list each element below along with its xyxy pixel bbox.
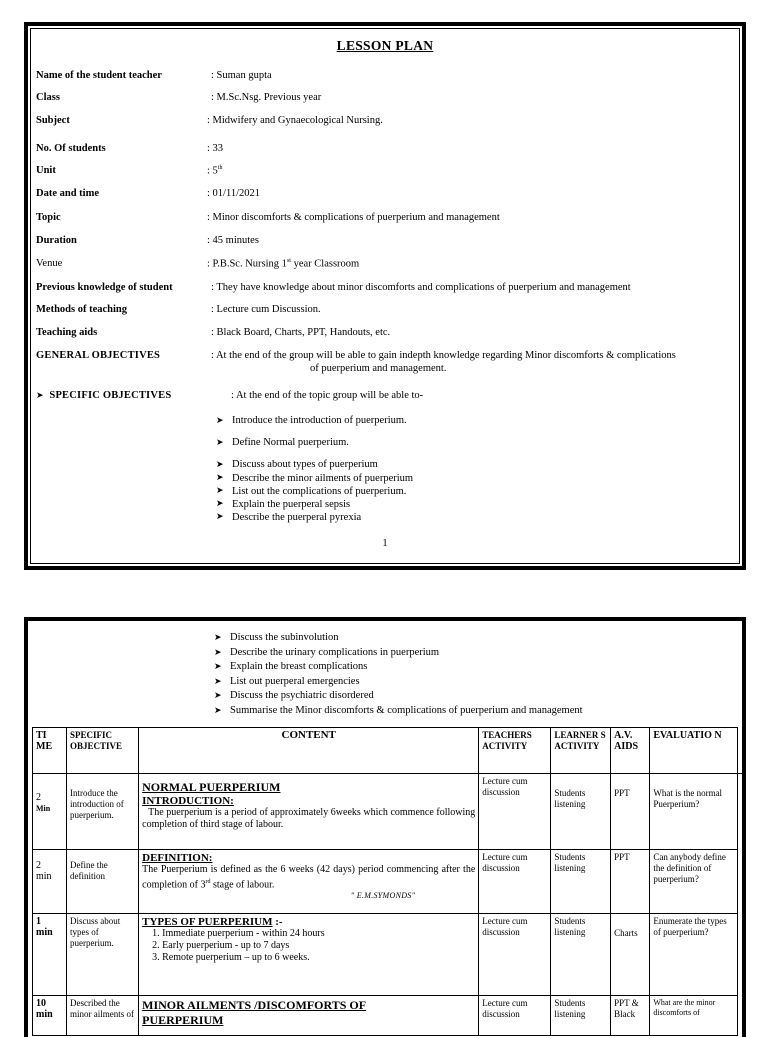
specific-objectives-intro: : At the end of the topic group will be able to- <box>231 390 424 401</box>
types-list <box>142 928 475 964</box>
header-av-aids: A.V. AIDS <box>611 728 650 774</box>
field-label-teacher: Name of the student teacher <box>36 70 162 81</box>
field-value-venue: : P.B.Sc. Nursing 1st year Classroom <box>207 258 360 270</box>
general-objectives-line1: : At the end of the group will be able to gain indepth knowledge regarding Minor discomforts & complications <box>211 350 676 361</box>
teachers-activity-cell: Lecture cum discussion <box>479 996 551 1036</box>
field-value-unit: : 5th <box>207 165 223 177</box>
content-heading: NORMAL PUERPERIUM <box>142 780 281 794</box>
objective-item: ➤ List out the complications of puerperium. <box>216 485 413 498</box>
field-value-class: : M.Sc.Nsg. Previous year <box>211 92 322 103</box>
objective-item: ➤ Introduce the introduction of puerperium. <box>216 410 407 432</box>
lesson-plan-page-2 <box>24 617 746 1037</box>
av-aids-cell: Charts <box>611 914 650 996</box>
field-label-class: Class <box>36 92 60 103</box>
learners-activity-cell: Students listening <box>551 850 611 914</box>
header-evaluation: EVALUATIO N <box>650 728 738 774</box>
list-item: 3. Remote puerperium – up to 6 weeks. <box>162 952 475 964</box>
field-label-previous-knowledge: Previous knowledge of student <box>36 282 173 293</box>
content-heading: MINOR AILMENTS /DISCOMFORTS OF <box>142 998 367 1012</box>
teachers-activity-cell: Lecture cum discussion <box>479 914 551 996</box>
av-aids-cell: PPT & Black <box>611 996 650 1036</box>
field-label-aids: Teaching aids <box>36 327 98 338</box>
list-item: 1. Immediate puerperium - within 24 hours <box>162 928 475 940</box>
content-cell <box>139 774 479 850</box>
objective-item: ➤ Define Normal puerperium. <box>216 432 407 454</box>
objective-cell: Described the minor ailments of <box>67 996 139 1036</box>
lesson-plan-table <box>32 727 738 1036</box>
field-label-duration: Duration <box>36 235 77 246</box>
field-value-methods: : Lecture cum Discussion. <box>211 304 321 315</box>
evaluation-cell: Can anybody define the definition of puerperium? <box>650 850 738 914</box>
content-cell <box>139 850 479 914</box>
time-cell: 2 Min <box>33 774 67 850</box>
field-label-unit: Unit <box>36 165 56 176</box>
field-value-students: : 33 <box>207 143 224 154</box>
objective-item: ➤ Explain the puerperal sepsis <box>216 498 413 511</box>
objective-item: ➤ Describe the urinary complications in puerperium <box>214 646 583 661</box>
field-label-date: Date and time <box>36 188 99 199</box>
content-text: The puerperium is a period of approximately 6weeks which commence following completion of third stage of labour. <box>142 807 476 830</box>
av-aids-cell: PPT <box>611 774 650 850</box>
table-row <box>33 996 738 1036</box>
objective-item: ➤ Discuss the subinvolution <box>214 631 583 646</box>
field-value-subject: : Midwifery and Gynaecological Nursing. <box>207 115 383 126</box>
page-number: 1 <box>382 538 388 549</box>
objective-cell: Define the definition <box>67 850 139 914</box>
field-value-topic: : Minor discomforts & complications of puerperium and management <box>207 212 500 223</box>
field-value-teacher: : Suman gupta <box>211 70 272 81</box>
content-heading-cont: PUERPERIUM <box>142 1013 224 1027</box>
objective-item: ➤ Describe the minor ailments of puerperium <box>216 472 413 485</box>
content-cell <box>139 914 479 996</box>
content-cell <box>139 996 479 1036</box>
header-learners-activity: LEARNER S ACTIVITY <box>551 728 611 774</box>
content-subheading: DEFINITION: <box>142 852 213 864</box>
field-value-aids: : Black Board, Charts, PPT, Handouts, etc. <box>211 327 391 338</box>
teachers-activity-cell: Lecture cum discussion <box>479 774 551 850</box>
objective-cell: Introduce the introduction of puerperium. <box>67 774 139 850</box>
av-aids-cell: PPT <box>611 850 650 914</box>
objective-item: ➤ List out puerperal emergencies <box>214 675 583 690</box>
teachers-activity-cell: Lecture cum discussion <box>479 850 551 914</box>
table-row <box>33 914 738 996</box>
header-time: TI ME <box>33 728 67 774</box>
time-cell: 2 min <box>33 850 67 914</box>
field-value-previous-knowledge: : They have knowledge about minor discomforts and complications of puerperium and management <box>211 282 631 293</box>
objective-item: ➤ Discuss about types of puerperium <box>216 454 407 476</box>
time-cell: 10 min <box>33 996 67 1036</box>
content-author: " E.M.SYMONDS" <box>350 891 416 901</box>
field-label-subject: Subject <box>36 115 70 126</box>
general-objectives-label: GENERAL OBJECTIVES <box>36 350 161 361</box>
objective-item: ➤ Summarise the Minor discomforts & complications of puerperium and management <box>214 704 583 719</box>
lesson-plan-page-1 <box>24 22 746 570</box>
content-subheading: INTRODUCTION: <box>142 795 234 807</box>
field-label-students: No. Of students <box>36 143 106 154</box>
table-header-row <box>33 728 738 774</box>
content-subheading: TYPES OF PUERPERIUM :- <box>142 916 283 928</box>
field-label-topic: Topic <box>36 212 61 223</box>
header-objective: SPECIFIC OBJECTIVE <box>67 728 139 774</box>
field-value-date: : 01/11/2021 <box>207 188 260 199</box>
evaluation-cell: What are the minor discomforts of <box>650 996 738 1036</box>
field-value-duration: : 45 minutes <box>207 235 259 246</box>
table-row <box>33 850 738 914</box>
content-text: The Puerperium is defined as the 6 weeks (42 days) period commencing after the completion of 3rd stage of labour. <box>142 864 476 891</box>
list-item: 2. Early puerperium - up to 7 days <box>162 940 475 952</box>
general-objectives-line2: of puerperium and management. <box>310 363 447 374</box>
objectives-list-continued <box>214 631 583 718</box>
objectives-list-a <box>216 410 407 476</box>
header-teachers-activity: TEACHERS ACTIVITY <box>479 728 551 774</box>
evaluation-cell: What is the normal Puerperium? <box>650 774 738 850</box>
objective-item: ➤ Discuss the psychiatric disordered <box>214 689 583 704</box>
objectives-list-b <box>216 472 413 524</box>
objective-item: ➤ Explain the breast complications <box>214 660 583 675</box>
learners-activity-cell: Students listening <box>551 996 611 1036</box>
learners-activity-cell: Students listening <box>551 914 611 996</box>
arrow-bullet-icon: ➤ <box>36 391 44 401</box>
field-label-venue: Venue <box>36 258 63 269</box>
objective-item: ➤ Describe the puerperal pyrexia <box>216 511 413 524</box>
time-cell: 1 min <box>33 914 67 996</box>
page-title: LESSON PLAN <box>336 38 434 53</box>
table-row <box>33 774 738 850</box>
evaluation-cell: Enumerate the types of puerperium? <box>650 914 738 996</box>
field-label-methods: Methods of teaching <box>36 304 127 315</box>
learners-activity-cell: Students listening <box>551 774 611 850</box>
specific-objectives-label: ➤ SPECIFIC OBJECTIVES <box>36 390 172 401</box>
objective-cell: Discuss about types of puerperium. <box>67 914 139 996</box>
header-content: CONTENT <box>139 728 479 774</box>
